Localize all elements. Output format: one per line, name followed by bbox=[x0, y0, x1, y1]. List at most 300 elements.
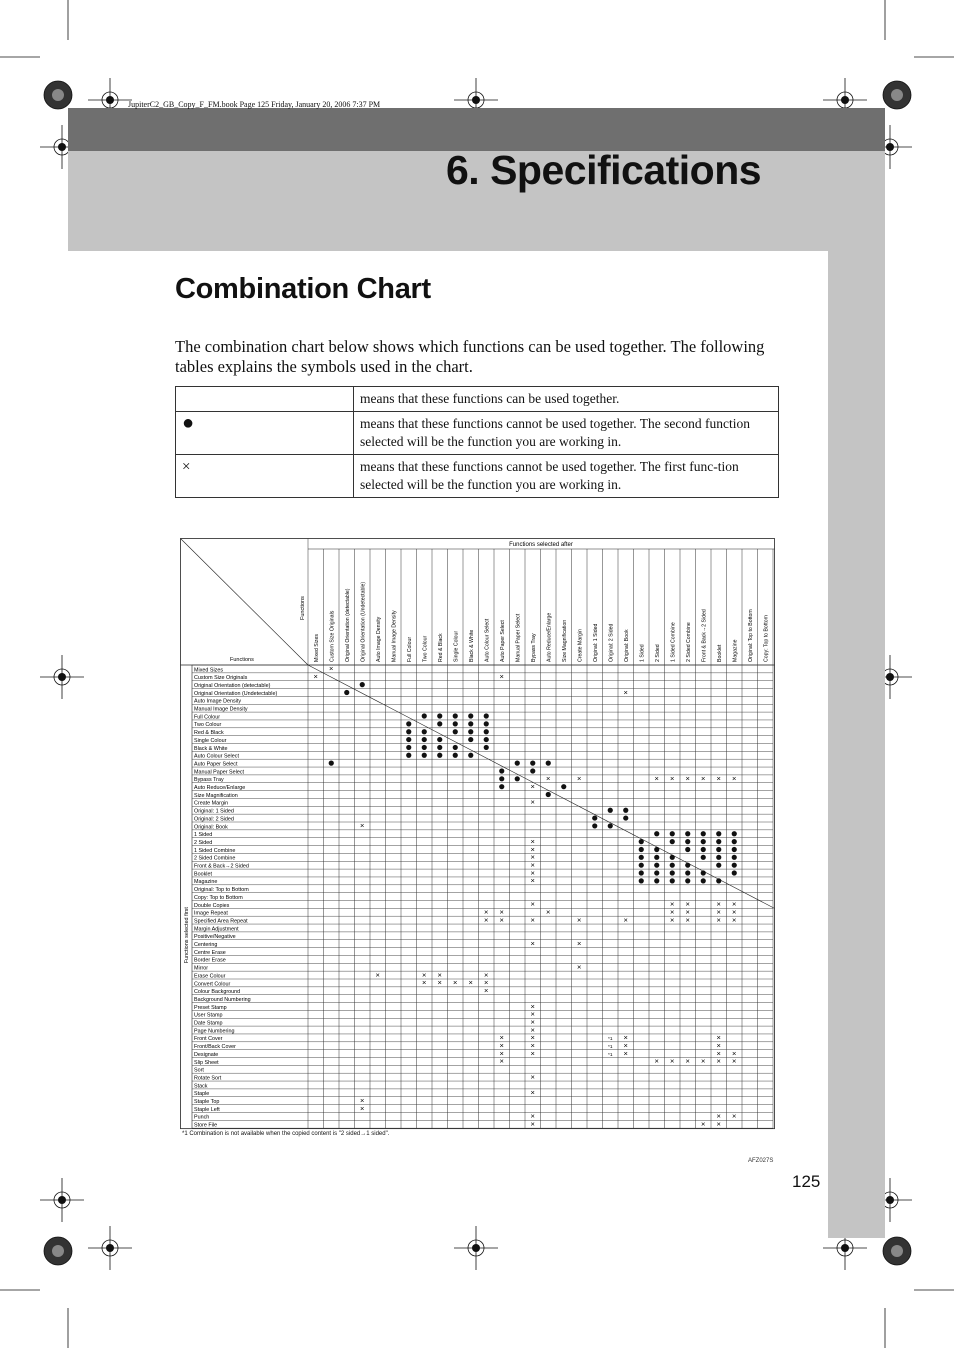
row-label: Mirror bbox=[194, 965, 209, 972]
dot-mark bbox=[437, 713, 442, 718]
column-header: Size Magnification bbox=[561, 619, 568, 662]
row-label: Margin Adjustment bbox=[194, 926, 239, 933]
registration-mark bbox=[886, 673, 894, 681]
row-label: Auto Paper Select bbox=[194, 761, 238, 768]
cell-mark: × bbox=[732, 899, 737, 909]
column-header: Booklet bbox=[716, 644, 723, 662]
cell-mark: × bbox=[499, 907, 504, 917]
cell-mark: × bbox=[313, 672, 318, 682]
cell-mark: × bbox=[546, 774, 551, 784]
cell-mark: × bbox=[670, 1056, 675, 1066]
dot-mark bbox=[732, 855, 737, 860]
color-bar-disc bbox=[52, 1245, 64, 1257]
dot-mark bbox=[732, 839, 737, 844]
cell-mark: × bbox=[499, 1033, 504, 1043]
dot-mark bbox=[670, 863, 675, 868]
dot-mark bbox=[670, 831, 675, 836]
registration-mark bbox=[106, 96, 114, 104]
cell-mark: × bbox=[453, 978, 458, 988]
dot-mark bbox=[654, 847, 659, 852]
dot-mark bbox=[468, 753, 473, 758]
row-label: Magazine bbox=[194, 879, 218, 886]
cell-mark: × bbox=[530, 1088, 535, 1098]
cell-mark: × bbox=[701, 774, 706, 784]
column-header: 1 Sided Combine bbox=[670, 622, 677, 662]
dot-mark bbox=[546, 792, 551, 797]
column-header: Auto Paper Select bbox=[499, 620, 506, 662]
legend-row bbox=[176, 387, 779, 412]
dot-mark bbox=[639, 847, 644, 852]
dot-mark bbox=[422, 745, 427, 750]
dot-mark bbox=[685, 839, 690, 844]
chapter-title: 6. Specifications bbox=[446, 147, 762, 193]
registration-mark bbox=[472, 96, 480, 104]
cell-mark: × bbox=[732, 1056, 737, 1066]
dot-mark bbox=[608, 808, 613, 813]
registration-mark bbox=[841, 96, 849, 104]
cell-mark: × bbox=[732, 915, 737, 925]
cell-mark: × bbox=[716, 1041, 721, 1051]
dot-mark bbox=[732, 863, 737, 868]
dot-mark bbox=[344, 690, 349, 695]
cell-mark: × bbox=[685, 915, 690, 925]
legend-symbol: ● bbox=[176, 412, 354, 455]
dot-mark bbox=[422, 737, 427, 742]
row-label: Centre Erase bbox=[194, 949, 226, 956]
row-label: Size Magnification bbox=[194, 792, 238, 799]
cell-mark: × bbox=[732, 1111, 737, 1121]
row-label: Double Copies bbox=[194, 902, 230, 909]
dot-mark bbox=[329, 761, 334, 766]
cell-mark: × bbox=[716, 1048, 721, 1058]
dot-mark bbox=[670, 878, 675, 883]
column-header: Original: 1 Sided bbox=[592, 623, 599, 662]
column-header: Create Margin bbox=[577, 629, 584, 662]
cell-mark: × bbox=[360, 1103, 365, 1113]
cell-mark: × bbox=[499, 915, 504, 925]
cell-mark: × bbox=[716, 915, 721, 925]
dot-mark bbox=[453, 729, 458, 734]
column-header: Magazine bbox=[732, 639, 739, 662]
cell-mark: × bbox=[716, 1033, 721, 1043]
cell-mark: × bbox=[484, 970, 489, 980]
column-header: Original: Top to Bottom bbox=[747, 609, 754, 662]
legend-table bbox=[175, 386, 779, 498]
cell-mark: × bbox=[670, 915, 675, 925]
column-header: Manual Image Density bbox=[391, 610, 398, 662]
registration-mark bbox=[886, 1196, 894, 1204]
column-header: Auto Image Density bbox=[375, 616, 382, 662]
cell-mark: × bbox=[530, 1017, 535, 1027]
dot-mark bbox=[437, 721, 442, 726]
header-band bbox=[68, 108, 885, 151]
dot-mark bbox=[639, 839, 644, 844]
dot-mark bbox=[639, 870, 644, 875]
row-label: Red & Black bbox=[194, 730, 224, 737]
dot-mark bbox=[701, 831, 706, 836]
side-tab-band bbox=[828, 251, 885, 1238]
column-header: Black & White bbox=[468, 629, 475, 662]
cell-mark: × bbox=[623, 915, 628, 925]
registration-mark bbox=[58, 143, 66, 151]
dot-mark bbox=[484, 737, 489, 742]
cell-mark: × bbox=[716, 1056, 721, 1066]
cell-mark: × bbox=[329, 664, 334, 674]
row-label: Original: 1 Sided bbox=[194, 808, 234, 815]
dot-mark bbox=[453, 721, 458, 726]
row-label: User Stamp bbox=[194, 1012, 223, 1019]
dot-mark bbox=[732, 870, 737, 875]
cell-mark: × bbox=[577, 962, 582, 972]
cell-mark: × bbox=[422, 970, 427, 980]
dot-mark bbox=[670, 855, 675, 860]
dot-mark bbox=[406, 729, 411, 734]
dot-mark bbox=[701, 847, 706, 852]
dot-mark bbox=[670, 870, 675, 875]
dot-mark bbox=[654, 855, 659, 860]
file-info: JupiterC2_GB_Copy_F_FM.book Page 125 Friday, January 20, 2006 7:37 PM bbox=[128, 100, 381, 109]
row-label: Original: Top to Bottom bbox=[194, 887, 249, 894]
row-label: Custom Size Originals bbox=[194, 675, 248, 682]
dot-mark bbox=[499, 784, 504, 789]
dot-mark bbox=[716, 863, 721, 868]
combination-chart bbox=[180, 538, 776, 1130]
cell-mark: × bbox=[546, 907, 551, 917]
row-label: Convert Colour bbox=[194, 981, 231, 988]
row-label: Single Colour bbox=[194, 737, 227, 744]
cell-mark: × bbox=[375, 970, 380, 980]
column-header: Original: Book bbox=[623, 629, 630, 662]
registration-mark bbox=[841, 1244, 849, 1252]
column-header: Mixed Sizes bbox=[313, 634, 320, 662]
cell-mark: × bbox=[484, 986, 489, 996]
column-header: Red & Black bbox=[437, 633, 444, 662]
dot-mark bbox=[468, 713, 473, 718]
cell-mark: × bbox=[530, 844, 535, 854]
section-title: Combination Chart bbox=[175, 273, 431, 305]
legend-text: means that these functions cannot be used together. The first func-tion selected will be the function you are working in. bbox=[354, 455, 779, 498]
row-label: Punch bbox=[194, 1114, 210, 1121]
column-header: Custom Size Originals bbox=[329, 610, 336, 662]
dot-mark bbox=[484, 729, 489, 734]
cell-mark: × bbox=[654, 1056, 659, 1066]
cell-mark: × bbox=[685, 1056, 690, 1066]
dot-mark bbox=[515, 776, 520, 781]
row-label: Sort bbox=[194, 1067, 204, 1074]
row-label: Staple Left bbox=[194, 1106, 220, 1113]
dot-mark bbox=[499, 768, 504, 773]
column-header: Auto Reduce/Enlarge bbox=[546, 612, 553, 662]
row-label: Original Orientation (Undetectable) bbox=[194, 690, 278, 697]
cell-mark: × bbox=[530, 781, 535, 791]
row-label: Two Colour bbox=[194, 722, 222, 729]
column-header: 2 Sided Combine bbox=[685, 622, 692, 662]
cell-mark: *1 bbox=[607, 1045, 613, 1051]
dot-mark bbox=[530, 761, 535, 766]
row-label: Front & Back→2 Sided bbox=[194, 863, 249, 870]
legend-row bbox=[176, 455, 779, 498]
row-label: Store File bbox=[194, 1122, 218, 1129]
row-label: Staple bbox=[194, 1091, 210, 1098]
cell-mark: × bbox=[577, 915, 582, 925]
dot-mark bbox=[546, 761, 551, 766]
row-label: 2 Sided Combine bbox=[194, 855, 236, 862]
dot-mark bbox=[360, 682, 365, 687]
cell-mark: × bbox=[685, 899, 690, 909]
row-label: Stack bbox=[194, 1083, 208, 1090]
column-header: Full Colour bbox=[406, 636, 413, 662]
column-header: 1 Sided bbox=[639, 644, 646, 662]
dot-mark bbox=[484, 721, 489, 726]
figure-code: AFZ027S bbox=[748, 1158, 774, 1164]
cell-mark: × bbox=[716, 1119, 721, 1129]
legend-text: means that these functions can be used together. bbox=[354, 387, 779, 412]
cell-mark: × bbox=[530, 915, 535, 925]
cell-mark: × bbox=[484, 907, 489, 917]
dot-mark bbox=[701, 878, 706, 883]
row-label: Slip Sheet bbox=[194, 1059, 219, 1066]
dot-mark bbox=[685, 870, 690, 875]
dot-mark bbox=[468, 729, 473, 734]
cell-mark: × bbox=[685, 774, 690, 784]
cell-mark: × bbox=[732, 774, 737, 784]
dot-mark bbox=[406, 721, 411, 726]
dot-mark bbox=[484, 713, 489, 718]
cell-mark: × bbox=[577, 938, 582, 948]
row-label: Positive/Negative bbox=[194, 934, 236, 941]
dot-mark bbox=[685, 831, 690, 836]
column-header: Single Colour bbox=[453, 630, 460, 662]
dot-mark bbox=[654, 870, 659, 875]
cell-mark: × bbox=[530, 836, 535, 846]
cell-mark: × bbox=[484, 915, 489, 925]
cell-mark: × bbox=[530, 868, 535, 878]
cell-mark: × bbox=[732, 1048, 737, 1058]
dot-mark bbox=[515, 761, 520, 766]
row-label: Manual Image Density bbox=[194, 706, 248, 713]
row-label: Copy: Top to Bottom bbox=[194, 894, 243, 901]
row-label: Front Cover bbox=[194, 1036, 223, 1043]
dot-mark bbox=[453, 745, 458, 750]
row-label: Date Stamp bbox=[194, 1020, 223, 1027]
row-label: Image Repeat bbox=[194, 910, 228, 917]
cell-mark: × bbox=[499, 1048, 504, 1058]
row-label: 2 Sided bbox=[194, 839, 213, 846]
dot-mark bbox=[499, 776, 504, 781]
dot-mark bbox=[437, 745, 442, 750]
row-label: Preset Stamp bbox=[194, 1004, 227, 1011]
dot-mark bbox=[608, 823, 613, 828]
row-label: Original: Book bbox=[194, 824, 228, 831]
row-label: Rotate Sort bbox=[194, 1075, 222, 1082]
registration-mark bbox=[58, 1196, 66, 1204]
dot-mark bbox=[592, 823, 597, 828]
dot-mark bbox=[406, 745, 411, 750]
column-header: Bypass Tray bbox=[530, 633, 537, 662]
dot-mark bbox=[701, 855, 706, 860]
column-header: Auto Colour Select bbox=[484, 618, 491, 662]
dot-mark bbox=[639, 878, 644, 883]
cell-mark: × bbox=[530, 1033, 535, 1043]
dot-mark bbox=[670, 839, 675, 844]
dot-mark bbox=[716, 839, 721, 844]
column-header: Two Colour bbox=[422, 635, 429, 662]
dot-mark bbox=[654, 831, 659, 836]
row-label: Border Erase bbox=[194, 957, 226, 964]
registration-mark bbox=[58, 673, 66, 681]
dot-mark bbox=[716, 878, 721, 883]
legend-row bbox=[176, 412, 779, 455]
cell-mark: × bbox=[437, 978, 442, 988]
cell-mark: × bbox=[716, 774, 721, 784]
cell-mark: × bbox=[530, 1048, 535, 1058]
column-header: Front & Back→2 Sided bbox=[701, 609, 708, 662]
legend-symbol: × bbox=[176, 455, 354, 498]
cell-mark: × bbox=[654, 774, 659, 784]
row-axis-label: Functions selected first bbox=[184, 907, 190, 964]
corner-diagonal bbox=[181, 539, 309, 666]
column-header: Original: 2 Sided bbox=[608, 623, 615, 662]
dot-mark bbox=[716, 855, 721, 860]
row-label: Bypass Tray bbox=[194, 777, 224, 784]
chart-title: Functions selected after bbox=[509, 542, 573, 548]
cell-mark: × bbox=[530, 1041, 535, 1051]
cell-mark: × bbox=[360, 1095, 365, 1105]
row-label: Booklet bbox=[194, 871, 212, 878]
cell-mark: × bbox=[716, 907, 721, 917]
dot-mark bbox=[422, 729, 427, 734]
row-label: Designate bbox=[194, 1051, 219, 1058]
chart-footnote: *1 Combination is not available when the copied content is "2 sided→1 sided". bbox=[182, 1131, 390, 1137]
dot-mark bbox=[732, 831, 737, 836]
dot-mark bbox=[623, 815, 628, 820]
cell-mark: × bbox=[716, 1111, 721, 1121]
column-header: Original Orientation (detectable) bbox=[344, 588, 351, 662]
dot-mark bbox=[732, 847, 737, 852]
corner-label-top: Functions bbox=[300, 596, 306, 620]
dot-mark bbox=[453, 713, 458, 718]
dot-mark bbox=[623, 808, 628, 813]
cell-mark: × bbox=[360, 821, 365, 831]
dot-mark bbox=[484, 745, 489, 750]
cell-mark: × bbox=[623, 687, 628, 697]
cell-mark: × bbox=[499, 1041, 504, 1051]
color-bar-disc bbox=[52, 89, 64, 101]
dot-mark bbox=[639, 863, 644, 868]
registration-mark bbox=[886, 143, 894, 151]
cell-mark: × bbox=[701, 1119, 706, 1129]
dot-mark bbox=[437, 737, 442, 742]
legend-text: means that these functions cannot be used together. The second function selected will be the function you are working in. bbox=[354, 412, 779, 455]
cell-mark: *1 bbox=[607, 1037, 613, 1043]
dot-mark bbox=[468, 721, 473, 726]
cell-mark: × bbox=[623, 1041, 628, 1051]
row-label: Original Orientation (detectable) bbox=[194, 682, 271, 689]
row-label: Background Numbering bbox=[194, 996, 251, 1003]
cell-mark: × bbox=[530, 1072, 535, 1082]
cell-mark: × bbox=[732, 907, 737, 917]
dot-mark bbox=[406, 737, 411, 742]
column-header: 2 Sided bbox=[654, 644, 661, 662]
cell-mark: *1 bbox=[607, 1052, 613, 1058]
row-label: Full Colour bbox=[194, 714, 221, 721]
cell-mark: × bbox=[530, 860, 535, 870]
dot-mark bbox=[701, 870, 706, 875]
row-label: Colour Background bbox=[194, 989, 241, 996]
cell-mark: × bbox=[499, 672, 504, 682]
registration-mark bbox=[472, 1244, 480, 1252]
dot-mark bbox=[406, 753, 411, 758]
row-label: Staple Top bbox=[194, 1099, 220, 1105]
dot-mark bbox=[685, 863, 690, 868]
column-header: Manual Paper Select bbox=[515, 613, 522, 662]
dot-mark bbox=[716, 847, 721, 852]
color-bar-disc bbox=[891, 89, 903, 101]
registration-mark bbox=[106, 1244, 114, 1252]
cell-mark: × bbox=[530, 797, 535, 807]
cell-mark: × bbox=[623, 1048, 628, 1058]
row-label: Auto Colour Select bbox=[194, 753, 239, 760]
dot-mark bbox=[437, 753, 442, 758]
dot-mark bbox=[530, 768, 535, 773]
row-label: Create Margin bbox=[194, 800, 229, 807]
intro-paragraph: The combination chart below shows which functions can be used together. The following tables explains the symbols used in the chart. bbox=[175, 337, 765, 376]
corner-label-bottom: Functions bbox=[230, 657, 254, 663]
dot-mark bbox=[654, 863, 659, 868]
row-label: Specified Area Repeat bbox=[194, 918, 248, 925]
cell-mark: × bbox=[530, 852, 535, 862]
cell-mark: × bbox=[437, 970, 442, 980]
legend-symbol bbox=[176, 387, 354, 412]
cell-mark: × bbox=[530, 899, 535, 909]
cell-mark: × bbox=[670, 899, 675, 909]
cell-mark: × bbox=[623, 1033, 628, 1043]
cell-mark: × bbox=[716, 899, 721, 909]
row-label: 1 Sided bbox=[194, 832, 213, 839]
cell-mark: × bbox=[530, 876, 535, 886]
cell-mark: × bbox=[530, 1119, 535, 1129]
cell-mark: × bbox=[468, 978, 473, 988]
dot-mark bbox=[561, 784, 566, 789]
cell-mark: × bbox=[530, 1111, 535, 1121]
dot-mark bbox=[592, 815, 597, 820]
row-label: Mixed Sizes bbox=[194, 667, 224, 674]
dot-mark bbox=[422, 753, 427, 758]
row-label: Auto Reduce/Enlarge bbox=[194, 785, 246, 791]
dot-mark bbox=[685, 878, 690, 883]
row-label: Black & White bbox=[194, 745, 228, 752]
cell-mark: × bbox=[577, 774, 582, 784]
cell-mark: × bbox=[484, 978, 489, 988]
dot-mark bbox=[468, 737, 473, 742]
row-label: Page Numbering bbox=[194, 1028, 235, 1035]
row-label: Auto Image Density bbox=[194, 698, 242, 705]
cell-mark: × bbox=[530, 1025, 535, 1035]
cell-mark: × bbox=[670, 774, 675, 784]
dot-mark bbox=[639, 855, 644, 860]
dot-mark bbox=[422, 713, 427, 718]
cell-mark: × bbox=[670, 907, 675, 917]
row-label: Manual Paper Select bbox=[194, 769, 245, 776]
cell-mark: × bbox=[530, 1009, 535, 1019]
cell-mark: × bbox=[499, 1056, 504, 1066]
dot-mark bbox=[685, 847, 690, 852]
row-label: Original: 2 Sided bbox=[194, 816, 234, 823]
cell-mark: × bbox=[530, 1001, 535, 1011]
dot-mark bbox=[716, 831, 721, 836]
column-header: Copy: Top to Bottom bbox=[763, 615, 770, 662]
page-number: 125 bbox=[792, 1172, 821, 1191]
